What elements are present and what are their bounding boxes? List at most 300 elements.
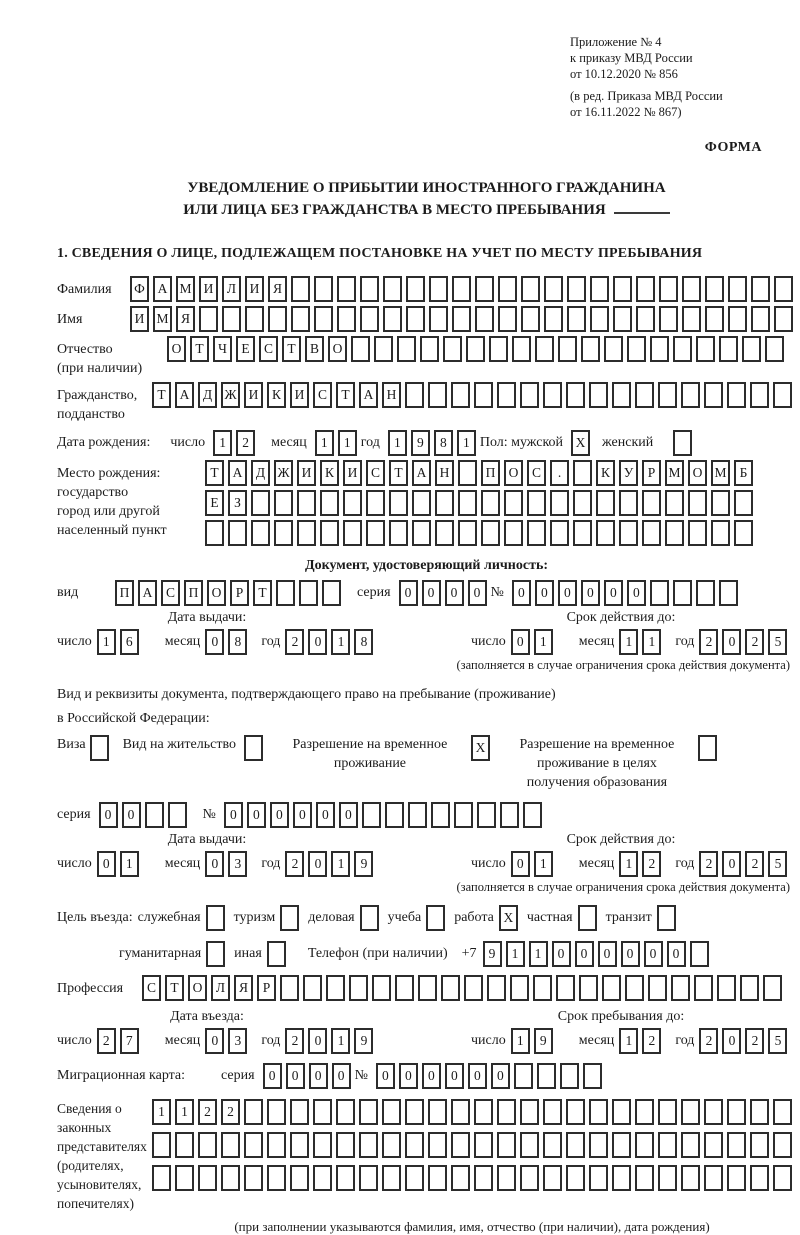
form-cell[interactable] [244,1099,263,1125]
form-cell[interactable] [619,520,638,546]
form-cell[interactable]: 0 [422,1063,441,1089]
form-cell[interactable]: 7 [120,1028,139,1054]
form-cell[interactable]: 3 [228,851,247,877]
form-cell[interactable] [497,1099,516,1125]
form-cell[interactable]: 0 [99,802,118,828]
form-cell[interactable] [343,490,362,516]
form-cell[interactable] [336,1165,355,1191]
form-cell[interactable] [145,802,164,828]
form-cell[interactable]: В [305,336,324,362]
form-cell[interactable] [199,306,218,332]
form-cell[interactable] [464,975,483,1001]
purpose-work-checkbox[interactable]: X [499,905,518,931]
form-cell[interactable] [198,1165,217,1191]
form-cell[interactable] [497,1132,516,1158]
form-cell[interactable]: 1 [97,629,116,655]
form-cell[interactable]: 2 [285,851,304,877]
form-cell[interactable] [405,382,424,408]
form-cell[interactable] [681,1099,700,1125]
form-cell[interactable]: 1 [457,430,476,456]
form-cell[interactable] [366,520,385,546]
form-cell[interactable] [635,382,654,408]
form-cell[interactable]: И [245,276,264,302]
form-cell[interactable]: А [228,460,247,486]
form-cell[interactable] [596,490,615,516]
form-cell[interactable] [566,382,585,408]
form-cell[interactable] [566,1132,585,1158]
form-cell[interactable] [523,802,542,828]
form-cell[interactable] [267,1165,286,1191]
form-cell[interactable] [337,276,356,302]
form-cell[interactable]: А [412,460,431,486]
form-cell[interactable]: 0 [604,580,623,606]
form-cell[interactable]: Я [176,306,195,332]
form-cell[interactable] [395,975,414,1001]
form-cell[interactable] [566,1165,585,1191]
form-cell[interactable] [359,1165,378,1191]
form-cell[interactable] [441,975,460,1001]
form-cell[interactable] [313,1132,332,1158]
form-cell[interactable] [466,336,485,362]
form-cell[interactable]: С [527,460,546,486]
form-cell[interactable] [550,490,569,516]
form-cell[interactable] [581,336,600,362]
form-cell[interactable] [665,490,684,516]
form-cell[interactable]: О [167,336,186,362]
form-cell[interactable] [734,490,753,516]
form-cell[interactable] [520,382,539,408]
form-cell[interactable] [613,306,632,332]
form-cell[interactable] [420,336,439,362]
form-cell[interactable]: З [228,490,247,516]
form-cell[interactable] [673,580,692,606]
form-cell[interactable]: 1 [331,629,350,655]
form-cell[interactable]: 5 [768,851,787,877]
form-cell[interactable] [573,490,592,516]
form-cell[interactable] [474,1099,493,1125]
form-cell[interactable] [543,1165,562,1191]
purpose-tourism-checkbox[interactable] [280,905,299,931]
form-cell[interactable] [487,975,506,1001]
form-cell[interactable] [222,306,241,332]
form-cell[interactable]: 1 [331,851,350,877]
form-cell[interactable]: А [138,580,157,606]
form-cell[interactable]: Р [257,975,276,1001]
form-cell[interactable]: 0 [511,629,530,655]
form-cell[interactable]: 2 [642,851,661,877]
form-cell[interactable] [451,1132,470,1158]
form-cell[interactable] [543,382,562,408]
form-cell[interactable]: Ж [274,460,293,486]
form-cell[interactable] [382,1132,401,1158]
form-cell[interactable] [583,1063,602,1089]
form-cell[interactable]: 0 [468,580,487,606]
form-cell[interactable] [589,1099,608,1125]
form-cell[interactable] [458,460,477,486]
form-cell[interactable]: 2 [642,1028,661,1054]
form-cell[interactable]: 5 [768,629,787,655]
form-cell[interactable] [688,520,707,546]
form-cell[interactable] [751,276,770,302]
form-cell[interactable]: Ч [213,336,232,362]
form-cell[interactable]: 9 [534,1028,553,1054]
form-cell[interactable] [690,941,709,967]
form-cell[interactable]: Л [211,975,230,1001]
form-cell[interactable] [175,1165,194,1191]
form-cell[interactable] [280,975,299,1001]
form-cell[interactable] [579,975,598,1001]
form-cell[interactable] [750,1099,769,1125]
form-cell[interactable]: 0 [468,1063,487,1089]
form-cell[interactable]: 2 [285,629,304,655]
form-cell[interactable] [765,336,784,362]
form-cell[interactable] [604,336,623,362]
form-cell[interactable] [671,975,690,1001]
form-cell[interactable] [635,1165,654,1191]
form-cell[interactable] [705,276,724,302]
form-cell[interactable]: 1 [529,941,548,967]
form-cell[interactable] [612,1099,631,1125]
form-cell[interactable] [406,306,425,332]
option-visa-checkbox[interactable] [90,735,109,761]
form-cell[interactable]: Т [282,336,301,362]
form-cell[interactable]: 0 [722,629,741,655]
form-cell[interactable] [719,336,738,362]
form-cell[interactable] [543,1099,562,1125]
form-cell[interactable] [360,306,379,332]
form-cell[interactable]: 2 [699,1028,718,1054]
form-cell[interactable] [228,520,247,546]
sex-female-checkbox[interactable] [673,430,692,456]
form-cell[interactable]: С [313,382,332,408]
form-cell[interactable]: 1 [331,1028,350,1054]
form-cell[interactable] [474,382,493,408]
form-cell[interactable]: 2 [699,629,718,655]
purpose-other-checkbox[interactable] [267,941,286,967]
form-cell[interactable] [451,382,470,408]
form-cell[interactable] [452,276,471,302]
form-cell[interactable]: 0 [293,802,312,828]
form-cell[interactable] [512,336,531,362]
form-cell[interactable] [313,1165,332,1191]
form-cell[interactable] [773,1099,792,1125]
form-cell[interactable] [435,490,454,516]
form-cell[interactable] [274,490,293,516]
form-cell[interactable] [521,276,540,302]
form-cell[interactable]: 2 [699,851,718,877]
form-cell[interactable] [320,490,339,516]
form-cell[interactable] [366,490,385,516]
form-cell[interactable] [481,490,500,516]
form-cell[interactable] [405,1099,424,1125]
form-cell[interactable]: 0 [621,941,640,967]
form-cell[interactable] [642,520,661,546]
form-cell[interactable] [382,1165,401,1191]
form-cell[interactable]: 0 [722,851,741,877]
form-cell[interactable] [681,1165,700,1191]
form-cell[interactable]: П [115,580,134,606]
form-cell[interactable]: 0 [122,802,141,828]
form-cell[interactable] [544,306,563,332]
form-cell[interactable]: 8 [354,629,373,655]
form-cell[interactable] [556,975,575,1001]
form-cell[interactable]: 0 [445,1063,464,1089]
form-cell[interactable] [704,1165,723,1191]
form-cell[interactable] [313,1099,332,1125]
form-cell[interactable] [297,520,316,546]
form-cell[interactable] [682,306,701,332]
form-cell[interactable]: 2 [745,1028,764,1054]
form-cell[interactable]: 0 [598,941,617,967]
form-cell[interactable]: М [665,460,684,486]
form-cell[interactable]: Ф [130,276,149,302]
form-cell[interactable] [742,336,761,362]
form-cell[interactable]: 3 [228,1028,247,1054]
form-cell[interactable]: 0 [445,580,464,606]
form-cell[interactable] [696,336,715,362]
form-cell[interactable]: Н [435,460,454,486]
form-cell[interactable]: И [130,306,149,332]
form-cell[interactable]: Р [230,580,249,606]
form-cell[interactable] [504,520,523,546]
form-cell[interactable]: Я [268,276,287,302]
form-cell[interactable]: 5 [768,1028,787,1054]
form-cell[interactable] [727,1132,746,1158]
form-cell[interactable]: 2 [97,1028,116,1054]
form-cell[interactable]: 0 [399,1063,418,1089]
form-cell[interactable]: 0 [339,802,358,828]
form-cell[interactable] [221,1132,240,1158]
form-cell[interactable]: 0 [511,851,530,877]
form-cell[interactable]: 1 [511,1028,530,1054]
form-cell[interactable]: 0 [205,629,224,655]
form-cell[interactable] [290,1165,309,1191]
form-cell[interactable] [719,580,738,606]
form-cell[interactable]: 0 [491,1063,510,1089]
form-cell[interactable]: 9 [354,1028,373,1054]
form-cell[interactable]: А [359,382,378,408]
form-cell[interactable] [751,306,770,332]
form-cell[interactable]: 1 [619,1028,638,1054]
form-cell[interactable] [451,1165,470,1191]
form-cell[interactable] [658,1165,677,1191]
form-cell[interactable] [297,490,316,516]
form-cell[interactable]: Т [152,382,171,408]
form-cell[interactable] [558,336,577,362]
form-cell[interactable] [521,306,540,332]
form-cell[interactable]: 1 [152,1099,171,1125]
form-cell[interactable] [322,580,341,606]
form-cell[interactable]: 0 [316,802,335,828]
form-cell[interactable] [374,336,393,362]
form-cell[interactable]: 1 [120,851,139,877]
form-cell[interactable] [244,1165,263,1191]
form-cell[interactable]: Т [336,382,355,408]
form-cell[interactable]: 9 [411,430,430,456]
form-cell[interactable] [405,1165,424,1191]
purpose-study-checkbox[interactable] [426,905,445,931]
form-cell[interactable]: 0 [512,580,531,606]
form-cell[interactable]: 0 [722,1028,741,1054]
form-cell[interactable]: . [550,460,569,486]
form-cell[interactable] [590,306,609,332]
form-cell[interactable]: О [504,460,523,486]
form-cell[interactable] [290,1132,309,1158]
form-cell[interactable] [428,382,447,408]
form-cell[interactable]: 0 [263,1063,282,1089]
form-cell[interactable] [694,975,713,1001]
form-cell[interactable] [750,1132,769,1158]
form-cell[interactable]: 0 [224,802,243,828]
form-cell[interactable] [451,1099,470,1125]
form-cell[interactable]: 0 [667,941,686,967]
form-cell[interactable]: М [153,306,172,332]
form-cell[interactable]: 0 [552,941,571,967]
form-cell[interactable]: К [320,460,339,486]
form-cell[interactable] [612,382,631,408]
form-cell[interactable]: С [142,975,161,1001]
form-cell[interactable]: П [481,460,500,486]
form-cell[interactable] [477,802,496,828]
form-cell[interactable]: Б [734,460,753,486]
form-cell[interactable]: С [259,336,278,362]
form-cell[interactable]: И [199,276,218,302]
form-cell[interactable] [750,1165,769,1191]
form-cell[interactable]: О [207,580,226,606]
form-cell[interactable] [406,276,425,302]
form-cell[interactable] [489,336,508,362]
form-cell[interactable] [359,1132,378,1158]
form-cell[interactable] [251,490,270,516]
form-cell[interactable] [372,975,391,1001]
form-cell[interactable] [658,1132,677,1158]
form-cell[interactable]: 0 [644,941,663,967]
form-cell[interactable] [566,1099,585,1125]
form-cell[interactable]: О [328,336,347,362]
form-cell[interactable] [274,520,293,546]
form-cell[interactable] [362,802,381,828]
form-cell[interactable] [711,490,730,516]
form-cell[interactable] [612,1132,631,1158]
form-cell[interactable] [533,975,552,1001]
form-cell[interactable] [728,276,747,302]
form-cell[interactable] [696,580,715,606]
form-cell[interactable] [627,336,646,362]
option-residence-permit-checkbox[interactable] [244,735,263,761]
form-cell[interactable] [267,1099,286,1125]
form-cell[interactable] [527,490,546,516]
form-cell[interactable] [596,520,615,546]
form-cell[interactable]: 0 [205,851,224,877]
form-cell[interactable]: 0 [575,941,594,967]
form-cell[interactable]: И [244,382,263,408]
form-cell[interactable] [474,1132,493,1158]
purpose-humanitarian-checkbox[interactable] [206,941,225,967]
form-cell[interactable] [619,490,638,516]
form-cell[interactable] [397,336,416,362]
form-cell[interactable]: 1 [642,629,661,655]
form-cell[interactable] [299,580,318,606]
purpose-private-checkbox[interactable] [578,905,597,931]
form-cell[interactable] [408,802,427,828]
purpose-official-checkbox[interactable] [206,905,225,931]
form-cell[interactable] [412,490,431,516]
form-cell[interactable] [291,306,310,332]
form-cell[interactable] [475,276,494,302]
form-cell[interactable] [589,382,608,408]
form-cell[interactable] [636,276,655,302]
form-cell[interactable] [727,382,746,408]
form-cell[interactable]: Т [190,336,209,362]
form-cell[interactable] [535,336,554,362]
form-cell[interactable] [704,1099,723,1125]
form-cell[interactable] [291,276,310,302]
form-cell[interactable] [337,306,356,332]
form-cell[interactable] [389,490,408,516]
form-cell[interactable] [681,1132,700,1158]
option-temp-residence-checkbox[interactable]: X [471,735,490,761]
form-cell[interactable]: А [175,382,194,408]
form-cell[interactable] [152,1132,171,1158]
form-cell[interactable]: Д [198,382,217,408]
form-cell[interactable]: 0 [286,1063,305,1089]
form-cell[interactable]: С [366,460,385,486]
form-cell[interactable] [405,1132,424,1158]
form-cell[interactable] [429,276,448,302]
form-cell[interactable] [704,1132,723,1158]
form-cell[interactable] [205,520,224,546]
form-cell[interactable]: Л [222,276,241,302]
form-cell[interactable] [500,802,519,828]
form-cell[interactable] [612,1165,631,1191]
form-cell[interactable]: 0 [422,580,441,606]
form-cell[interactable] [704,382,723,408]
form-cell[interactable]: 1 [534,851,553,877]
form-cell[interactable] [349,975,368,1001]
form-cell[interactable] [650,580,669,606]
form-cell[interactable]: 0 [308,1028,327,1054]
form-cell[interactable] [658,1099,677,1125]
form-cell[interactable]: 0 [376,1063,395,1089]
form-cell[interactable]: М [711,460,730,486]
form-cell[interactable]: 1 [213,430,232,456]
form-cell[interactable] [537,1063,556,1089]
form-cell[interactable] [625,975,644,1001]
form-cell[interactable]: Я [234,975,253,1001]
form-cell[interactable]: 2 [745,851,764,877]
form-cell[interactable]: 2 [745,629,764,655]
form-cell[interactable] [498,276,517,302]
form-cell[interactable] [567,276,586,302]
form-cell[interactable] [428,1132,447,1158]
form-cell[interactable] [590,276,609,302]
form-cell[interactable] [382,1099,401,1125]
form-cell[interactable]: 9 [354,851,373,877]
form-cell[interactable]: 0 [627,580,646,606]
form-cell[interactable] [750,382,769,408]
form-cell[interactable]: 0 [535,580,554,606]
form-cell[interactable]: 1 [315,430,334,456]
form-cell[interactable]: У [619,460,638,486]
form-cell[interactable] [276,580,295,606]
form-cell[interactable] [773,382,792,408]
form-cell[interactable]: И [290,382,309,408]
form-cell[interactable] [560,1063,579,1089]
form-cell[interactable]: 9 [483,941,502,967]
form-cell[interactable]: И [297,460,316,486]
form-cell[interactable] [303,975,322,1001]
form-cell[interactable] [681,382,700,408]
